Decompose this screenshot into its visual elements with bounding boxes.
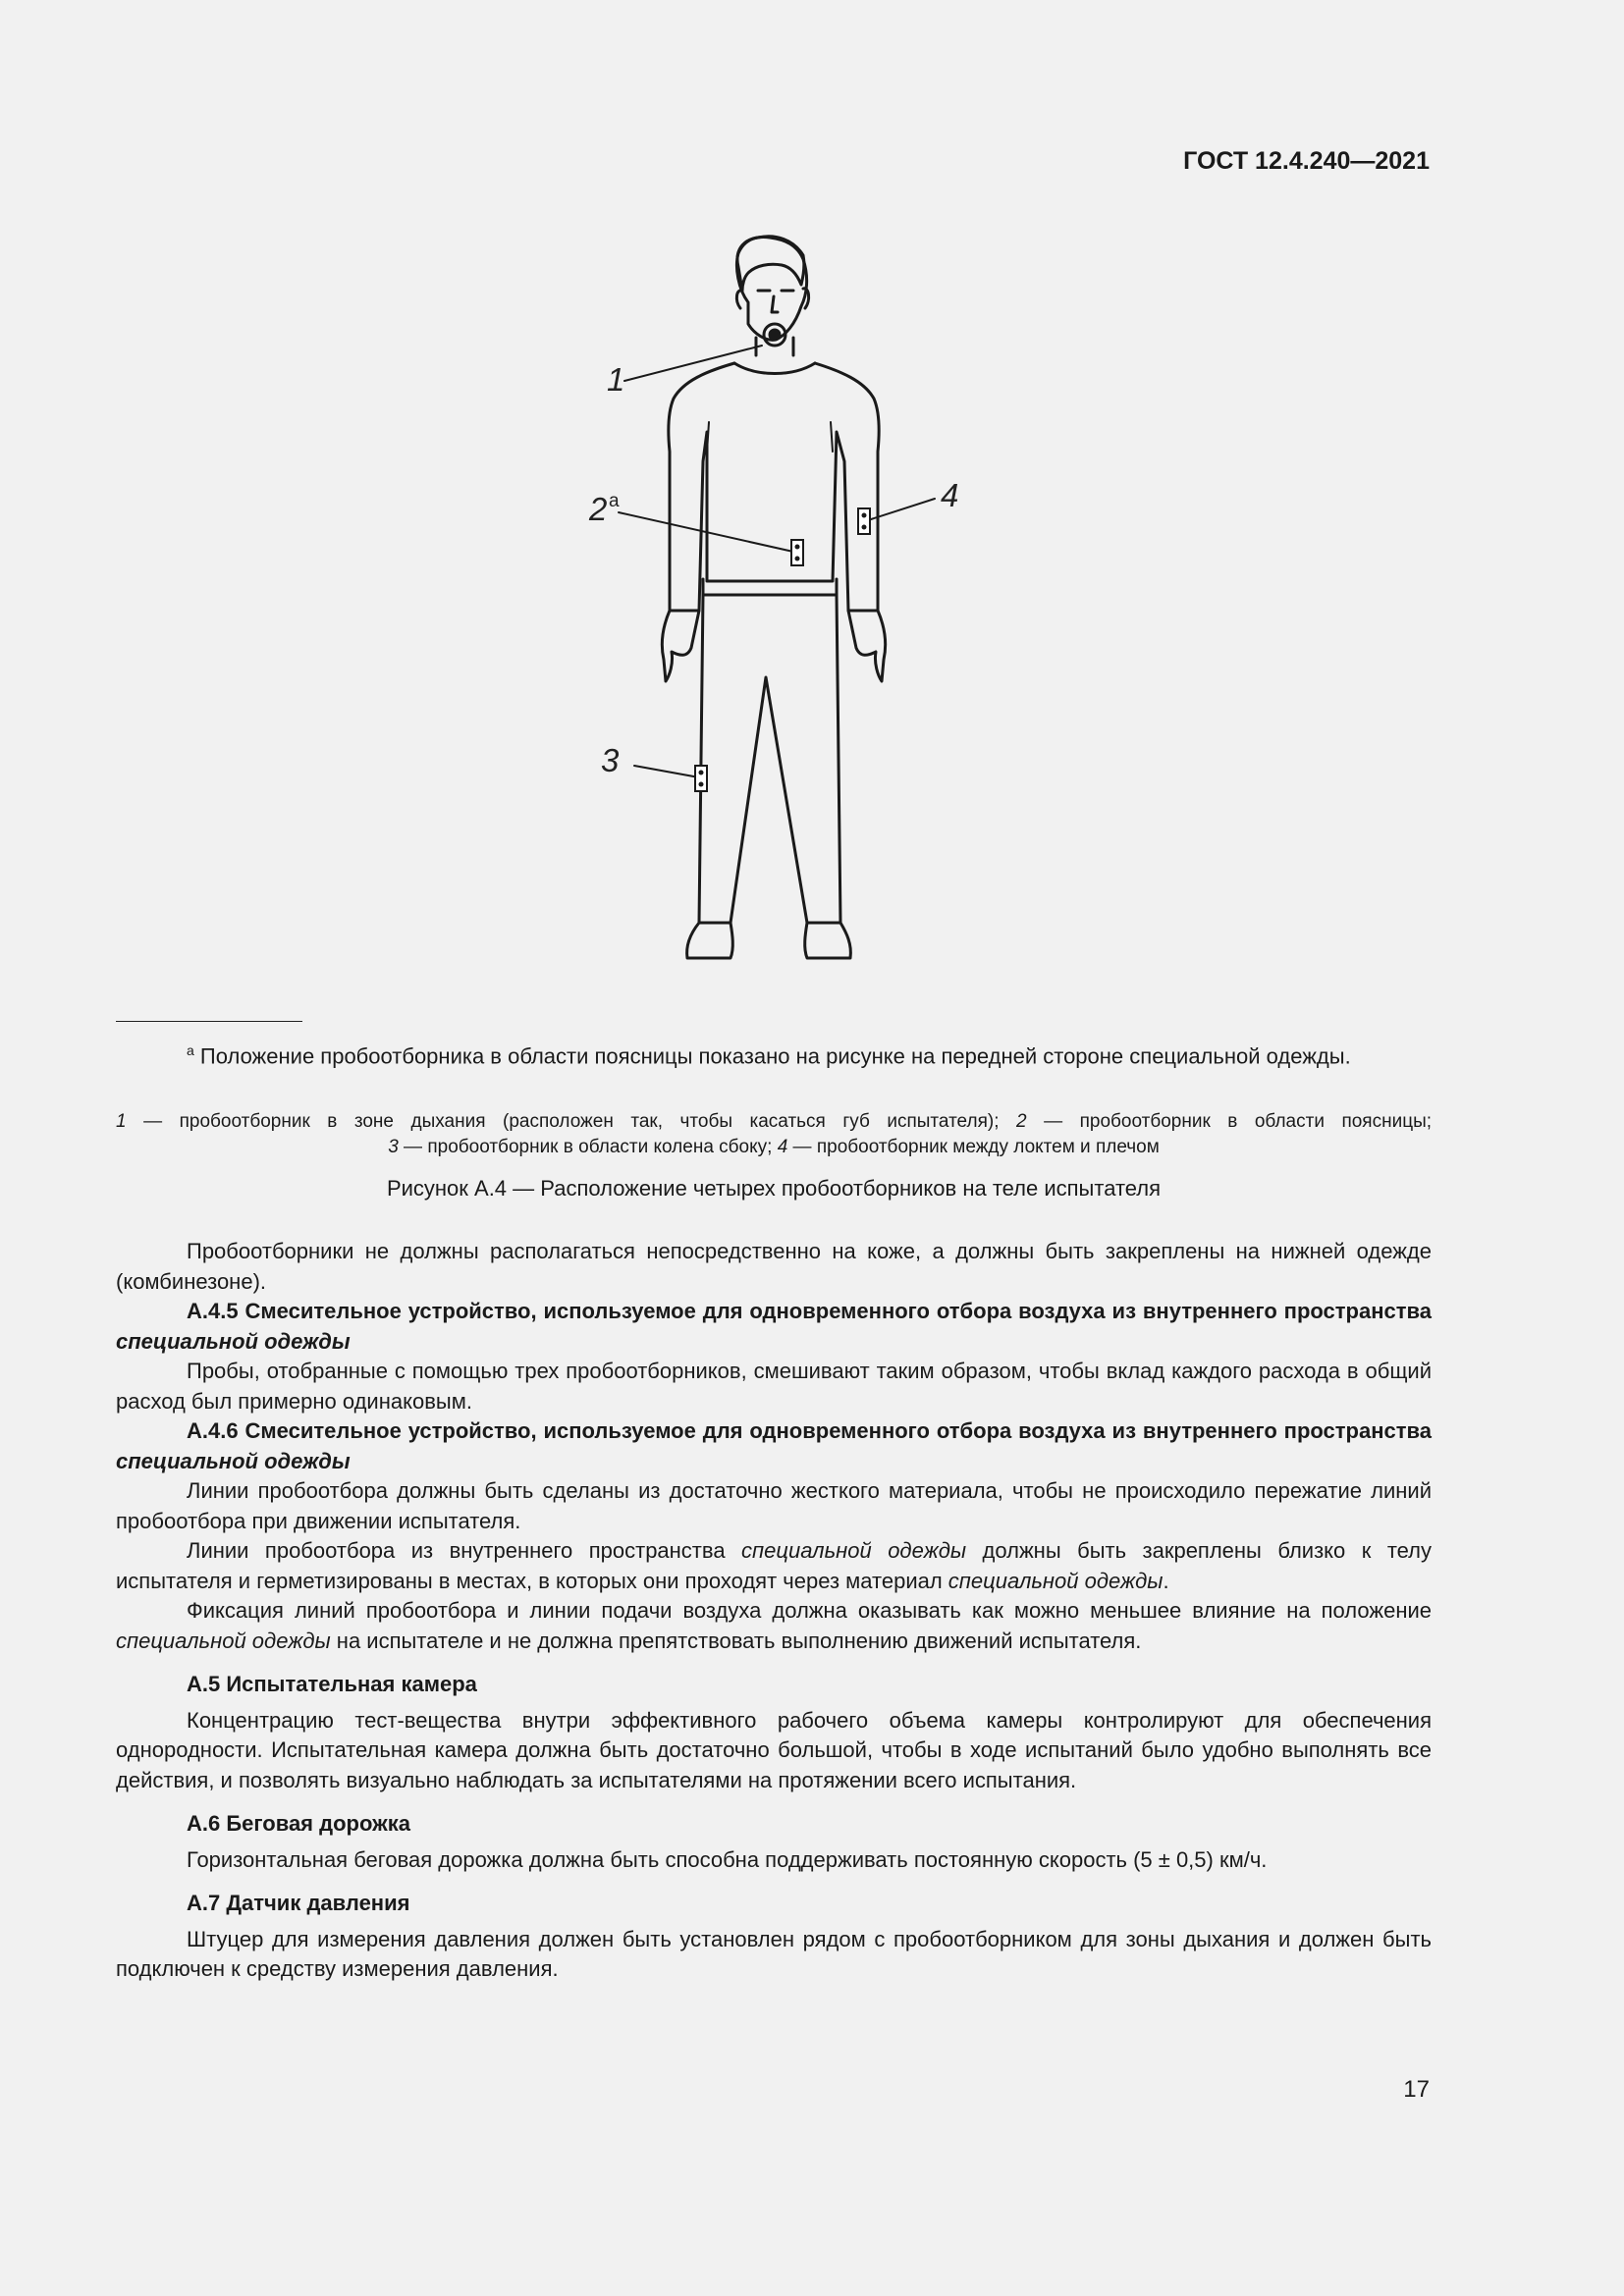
- footnote-text: Положение пробоотборника в области поясницы показано на рисунке на передней стороне специальной одежды.: [199, 1043, 1351, 1069]
- legend-text-1: — пробоотборник в зоне дыхания (расположен так, чтобы касаться губ испытателя);: [126, 1111, 1016, 1132]
- right-hand: [848, 611, 886, 681]
- paragraph-4: [116, 1536, 1432, 1596]
- paragraph-7: Горизонтальная беговая дорожка должна быть способна поддерживать постоянную скорость (5 ± 0,5) км/ч.: [187, 1846, 1268, 1872]
- heading-a6: А.6 Беговая дорожка: [187, 1811, 410, 1836]
- paragraph-8: Штуцер для измерения давления должен быть установлен рядом с пробоотборником для зоны дыхания и должен быть подключен к средству измерения давления.: [116, 1926, 1432, 1981]
- legend-text-3: — пробоотборник в области колена сбоку;: [398, 1137, 778, 1157]
- left-shoe: [687, 923, 733, 958]
- figure-label-3: 3: [601, 742, 620, 778]
- figure-label-2: 2: [589, 491, 608, 527]
- p4-part-c: .: [1163, 1568, 1169, 1593]
- legend-text-4: — пробоотборник между локтем и плечом: [787, 1137, 1160, 1157]
- right-shoe: [805, 923, 851, 958]
- legend-num-4: 4: [777, 1137, 788, 1157]
- heading-a45: [116, 1297, 1432, 1357]
- legend-num-2: 2: [1016, 1111, 1027, 1132]
- heading-a5: А.5 Испытательная камера: [187, 1672, 477, 1696]
- figure-person-samplers: [550, 226, 1001, 972]
- page-number: 17: [1403, 2076, 1430, 2103]
- heading-a45-em: специальной одежды: [116, 1328, 351, 1354]
- legend-num-3: 3: [388, 1137, 399, 1157]
- paragraph-6: Концентрацию тест-вещества внутри эффективного рабочего объема камеры контролируют для обеспечения однородности. Испытательная камера должна быть достаточно большой, чтобы в ходе испытаний было удобно выполнять все действия, и позволять визуально наблюдать за испытателями на протяжении всего испытания.: [116, 1707, 1432, 1792]
- sampler-knee: [695, 766, 707, 791]
- p4-part-a: Линии пробоотбора из внутреннего пространства: [187, 1538, 742, 1563]
- legend-line-1: [116, 1109, 1432, 1135]
- p4-part-b: должны быть закреплены близко к телу испытателя и герметизированы в местах, в которых они проходят через материал: [116, 1538, 1432, 1593]
- paragraph-1: Пробоотборники не должны располагаться непосредственно на коже, а должны быть закреплены на нижней одежде (комбинезоне).: [116, 1239, 1432, 1294]
- figure-label-1: 1: [607, 361, 625, 398]
- figure-caption: Рисунок А.4 — Расположение четырех пробоотборников на теле испытателя: [386, 1176, 1162, 1201]
- figure-label-2-footnote-mark: а: [609, 491, 620, 511]
- figure-legend: [116, 1109, 1432, 1160]
- shirt-outline: [669, 363, 879, 611]
- footnote-mark: а: [187, 1042, 194, 1058]
- p4-em-1: специальной одежды: [741, 1538, 967, 1563]
- legend-text-2: — пробоотборник в области поясницы;: [1026, 1111, 1433, 1132]
- legend-num-1: 1: [116, 1111, 127, 1132]
- p5-part-a: Фиксация линий пробоотбора и линии подачи воздуха должна оказывать как можно меньшее влияние на положение: [187, 1598, 1432, 1623]
- heading-a45-text: А.4.5 Смесительное устройство, используемое для одновременного отбора воздуха из внутреннего пространства: [187, 1299, 1432, 1323]
- heading-a7: А.7 Датчик давления: [187, 1891, 410, 1915]
- paragraph-3: Линии пробоотбора должны быть сделаны из достаточно жесткого материала, чтобы не происходило пережатие линий пробоотбора при движении испытателя.: [116, 1478, 1432, 1533]
- p4-em-2: специальной одежды: [947, 1568, 1164, 1593]
- sampler-waist: [791, 540, 803, 565]
- p5-part-b: на испытателе и не должна препятствовать выполнению движений испытателя.: [330, 1628, 1142, 1653]
- figure-label-4: 4: [941, 477, 959, 513]
- p5-em: специальной одежды: [116, 1628, 331, 1653]
- heading-a46-em: специальной одежды: [116, 1448, 351, 1473]
- sampler-arm: [858, 508, 870, 534]
- figure-footnote: [116, 1035, 1430, 1072]
- document-code-header: ГОСТ 12.4.240—2021: [1183, 147, 1430, 175]
- paragraph-5: [116, 1596, 1432, 1656]
- document-body: [116, 1237, 1432, 1985]
- hair: [737, 237, 804, 291]
- trousers-outline: [699, 595, 840, 923]
- legend-line-2: [116, 1135, 1432, 1160]
- footnote-rule: [116, 1021, 302, 1022]
- left-hand: [662, 611, 699, 681]
- heading-a46-text: А.4.6 Смесительное устройство, используемое для одновременного отбора воздуха из внутреннего пространства: [187, 1418, 1432, 1443]
- paragraph-2: Пробы, отобранные с помощью трех пробоотборников, смешивают таким образом, чтобы вклад каждого расхода в общий расход был примерно одинаковым.: [116, 1359, 1432, 1414]
- heading-a46: [116, 1416, 1432, 1476]
